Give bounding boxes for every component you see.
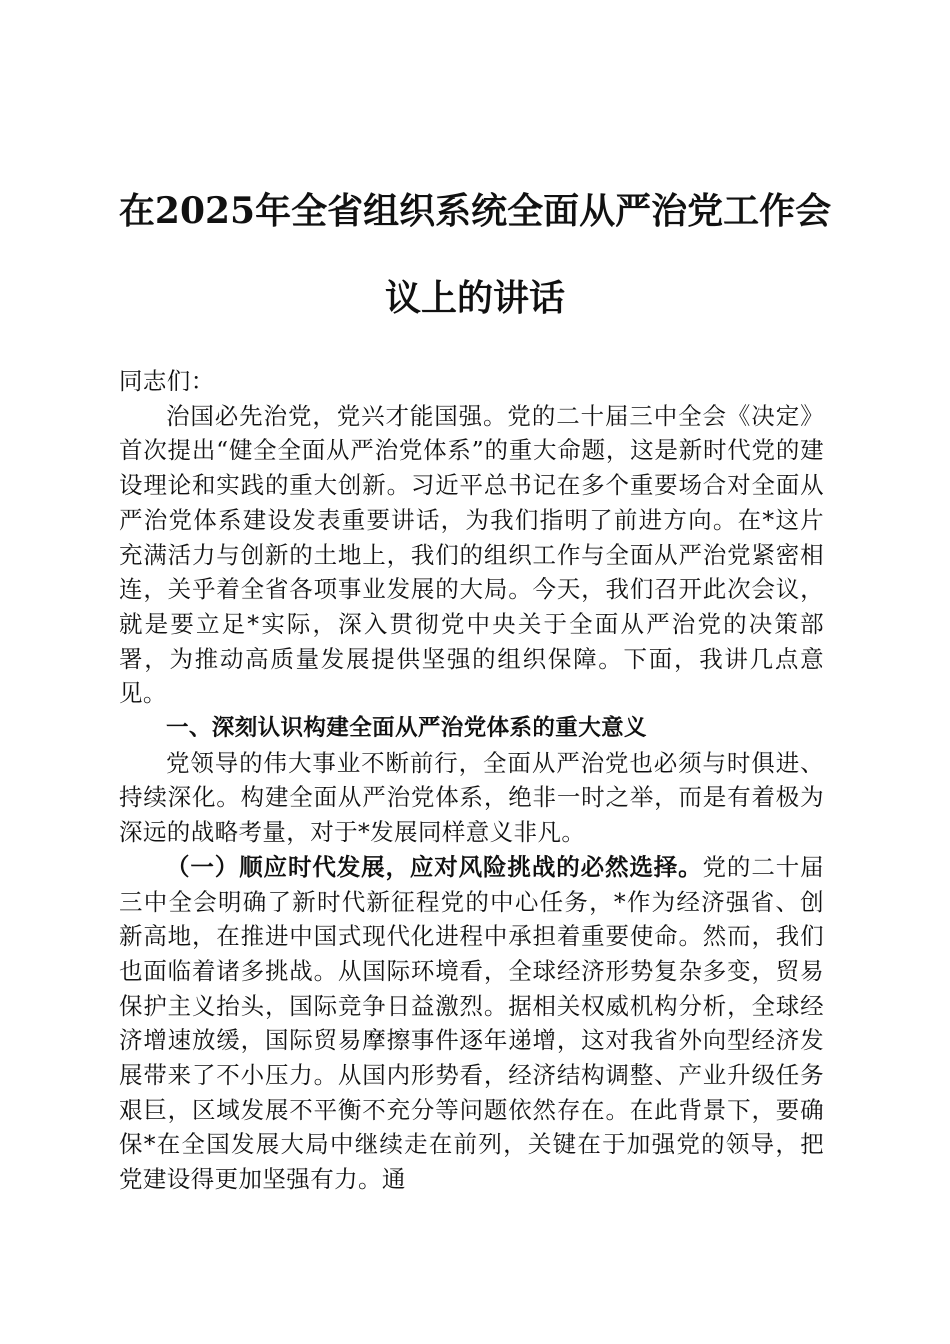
section-heading-1: 一、深刻认识构建全面从严治党体系的重大意义 bbox=[166, 715, 647, 742]
document-body bbox=[119, 364, 824, 1197]
title-line-1: 在2025年全省组织系统全面从严治党工作会 bbox=[118, 190, 832, 232]
subsection-text-1: 党的二十届三中全会明确了新时代新征程党的中心任务，*作为经济强省、创新高地，在推进中国式现代化进程中承担着重要使命。然而，我们也面临着诸多挑战。从国际环境看，全球经济形势复杂多变，贸易保护主义抬头，国际竞争日益激烈。据相关权威机构分析，全球经济增速放缓，国际贸易摩擦事件逐年递增，这对我省外向型经济发展带来了不小压力。从国内形势看，经济结构调整、产业升级任务艰巨，区域发展不平衡不充分等问题依然存在。在此背景下，要确保*在全国发展大局中继续走在前列，关键在于加强党的领导，把党建设得更加坚强有力。通 bbox=[119, 852, 824, 1194]
paragraph-section-1: 党领导的伟大事业不断前行，全面从严治党也必须与时俱进、持续深化。构建全面从严治党体系，绝非一时之举，而是有着极为深远的战略考量，对于*发展同样意义非凡。 bbox=[119, 748, 824, 847]
salutation: 同志们： bbox=[119, 367, 215, 395]
paragraph-intro: 治国必先治党，党兴才能国强。党的二十届三中全会《决定》首次提出“健全全面从严治党体系”的重大命题，这是新时代党的建设理论和实践的重大创新。习近平总书记在多个重要场合对全面从严治党体系建设发表重要讲话，为我们指明了前进方向。在*这片充满活力与创新的土地上，我们的组织工作与全面从严治党紧密相连，关乎着全省各项事业发展的大局。今天，我们召开此次会议，就是要立足*实际，深入贯彻党中央关于全面从严治党的决策部署，为推动高质量发展提供坚强的组织保障。下面，我讲几点意见。 bbox=[119, 401, 824, 708]
subsection-heading-1: （一）顺应时代发展，应对风险挑战的必然选择。 bbox=[166, 852, 703, 881]
document-title bbox=[100, 168, 850, 342]
paragraph-subsection-1 bbox=[119, 850, 824, 1197]
title-line-2: 议上的讲话 bbox=[384, 277, 565, 319]
